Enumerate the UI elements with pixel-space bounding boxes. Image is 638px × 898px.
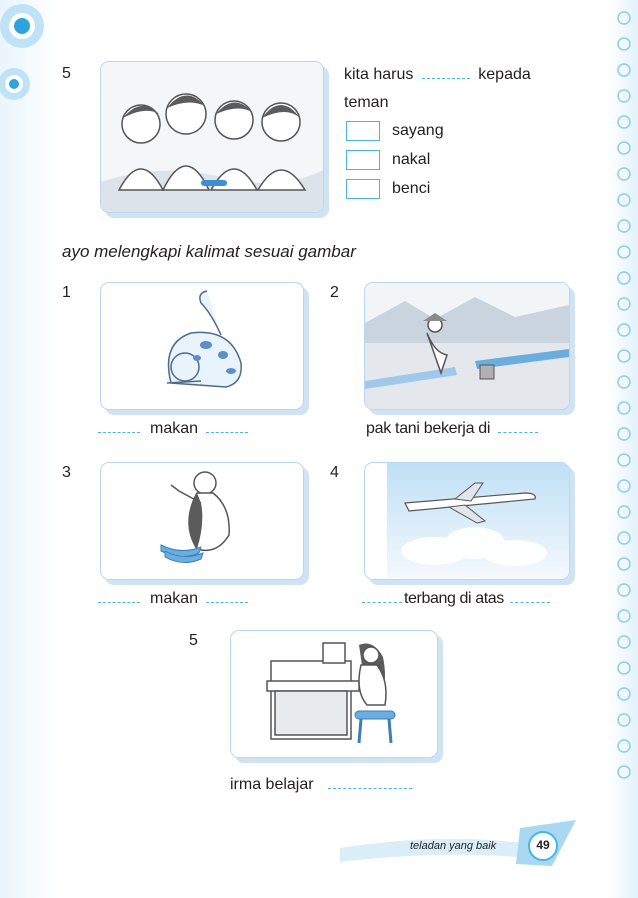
option-checkbox-nakal[interactable] (346, 150, 380, 170)
monkey-illustration (101, 463, 303, 579)
item-number-3: 3 (62, 464, 71, 481)
option-checkbox-sayang[interactable] (346, 121, 380, 141)
cat-illustration (101, 283, 303, 409)
item-number-5: 5 (189, 632, 198, 649)
answer-blank[interactable] (498, 418, 538, 433)
answer-blank[interactable] (328, 774, 412, 789)
section-title: ayo melengkapi kalimat sesuai gambar (62, 242, 356, 261)
question-line-2: teman (344, 94, 389, 111)
item-3-sentence (98, 588, 248, 609)
page-number: 49 (536, 838, 550, 852)
footer-label: teladan yang baik (410, 840, 497, 852)
question-number: 5 (62, 65, 71, 82)
item-3-text: makan (150, 590, 199, 607)
illustration-children-frame (100, 61, 324, 213)
illustration-farmer-frame (364, 282, 570, 410)
answer-blank[interactable] (510, 588, 550, 603)
item-2-text: pak tani bekerja di (366, 420, 491, 437)
answer-blank[interactable] (98, 418, 140, 433)
item-number-4: 4 (330, 464, 339, 481)
illustration-piano-frame (230, 630, 438, 758)
item-number-2: 2 (330, 284, 339, 301)
question-text-b: kepada (478, 66, 531, 83)
answer-blank[interactable] (206, 418, 248, 433)
option-label-benci: benci (392, 180, 431, 197)
item-1-text: makan (150, 420, 199, 437)
option-label-nakal: nakal (392, 151, 431, 168)
question-line-1 (344, 64, 531, 85)
answer-blank[interactable] (422, 64, 470, 79)
illustration-cat-frame (100, 282, 304, 410)
circle-decoration-icon (0, 0, 60, 120)
question-text-a: kita harus (344, 66, 414, 83)
item-1-sentence (98, 418, 248, 439)
item-5-sentence (230, 774, 412, 795)
illustration-airplane-frame (364, 462, 570, 580)
illustration-monkey-frame (100, 462, 304, 580)
item-4-text: terbang di atas (404, 590, 504, 607)
item-2-sentence (366, 418, 538, 439)
option-label-sayang: sayang (392, 122, 444, 139)
farmer-illustration (365, 283, 569, 409)
answer-blank[interactable] (362, 588, 402, 603)
piano-illustration (231, 631, 437, 757)
children-illustration (101, 62, 323, 212)
item-5-text: irma belajar (230, 776, 314, 793)
dots-decoration-icon (606, 0, 638, 898)
left-decoration (0, 0, 58, 898)
answer-blank[interactable] (98, 588, 140, 603)
item-4-sentence (362, 588, 550, 609)
answer-blank[interactable] (206, 588, 248, 603)
option-checkbox-benci[interactable] (346, 179, 380, 199)
item-number-1: 1 (62, 284, 71, 301)
airplane-illustration (365, 463, 569, 579)
